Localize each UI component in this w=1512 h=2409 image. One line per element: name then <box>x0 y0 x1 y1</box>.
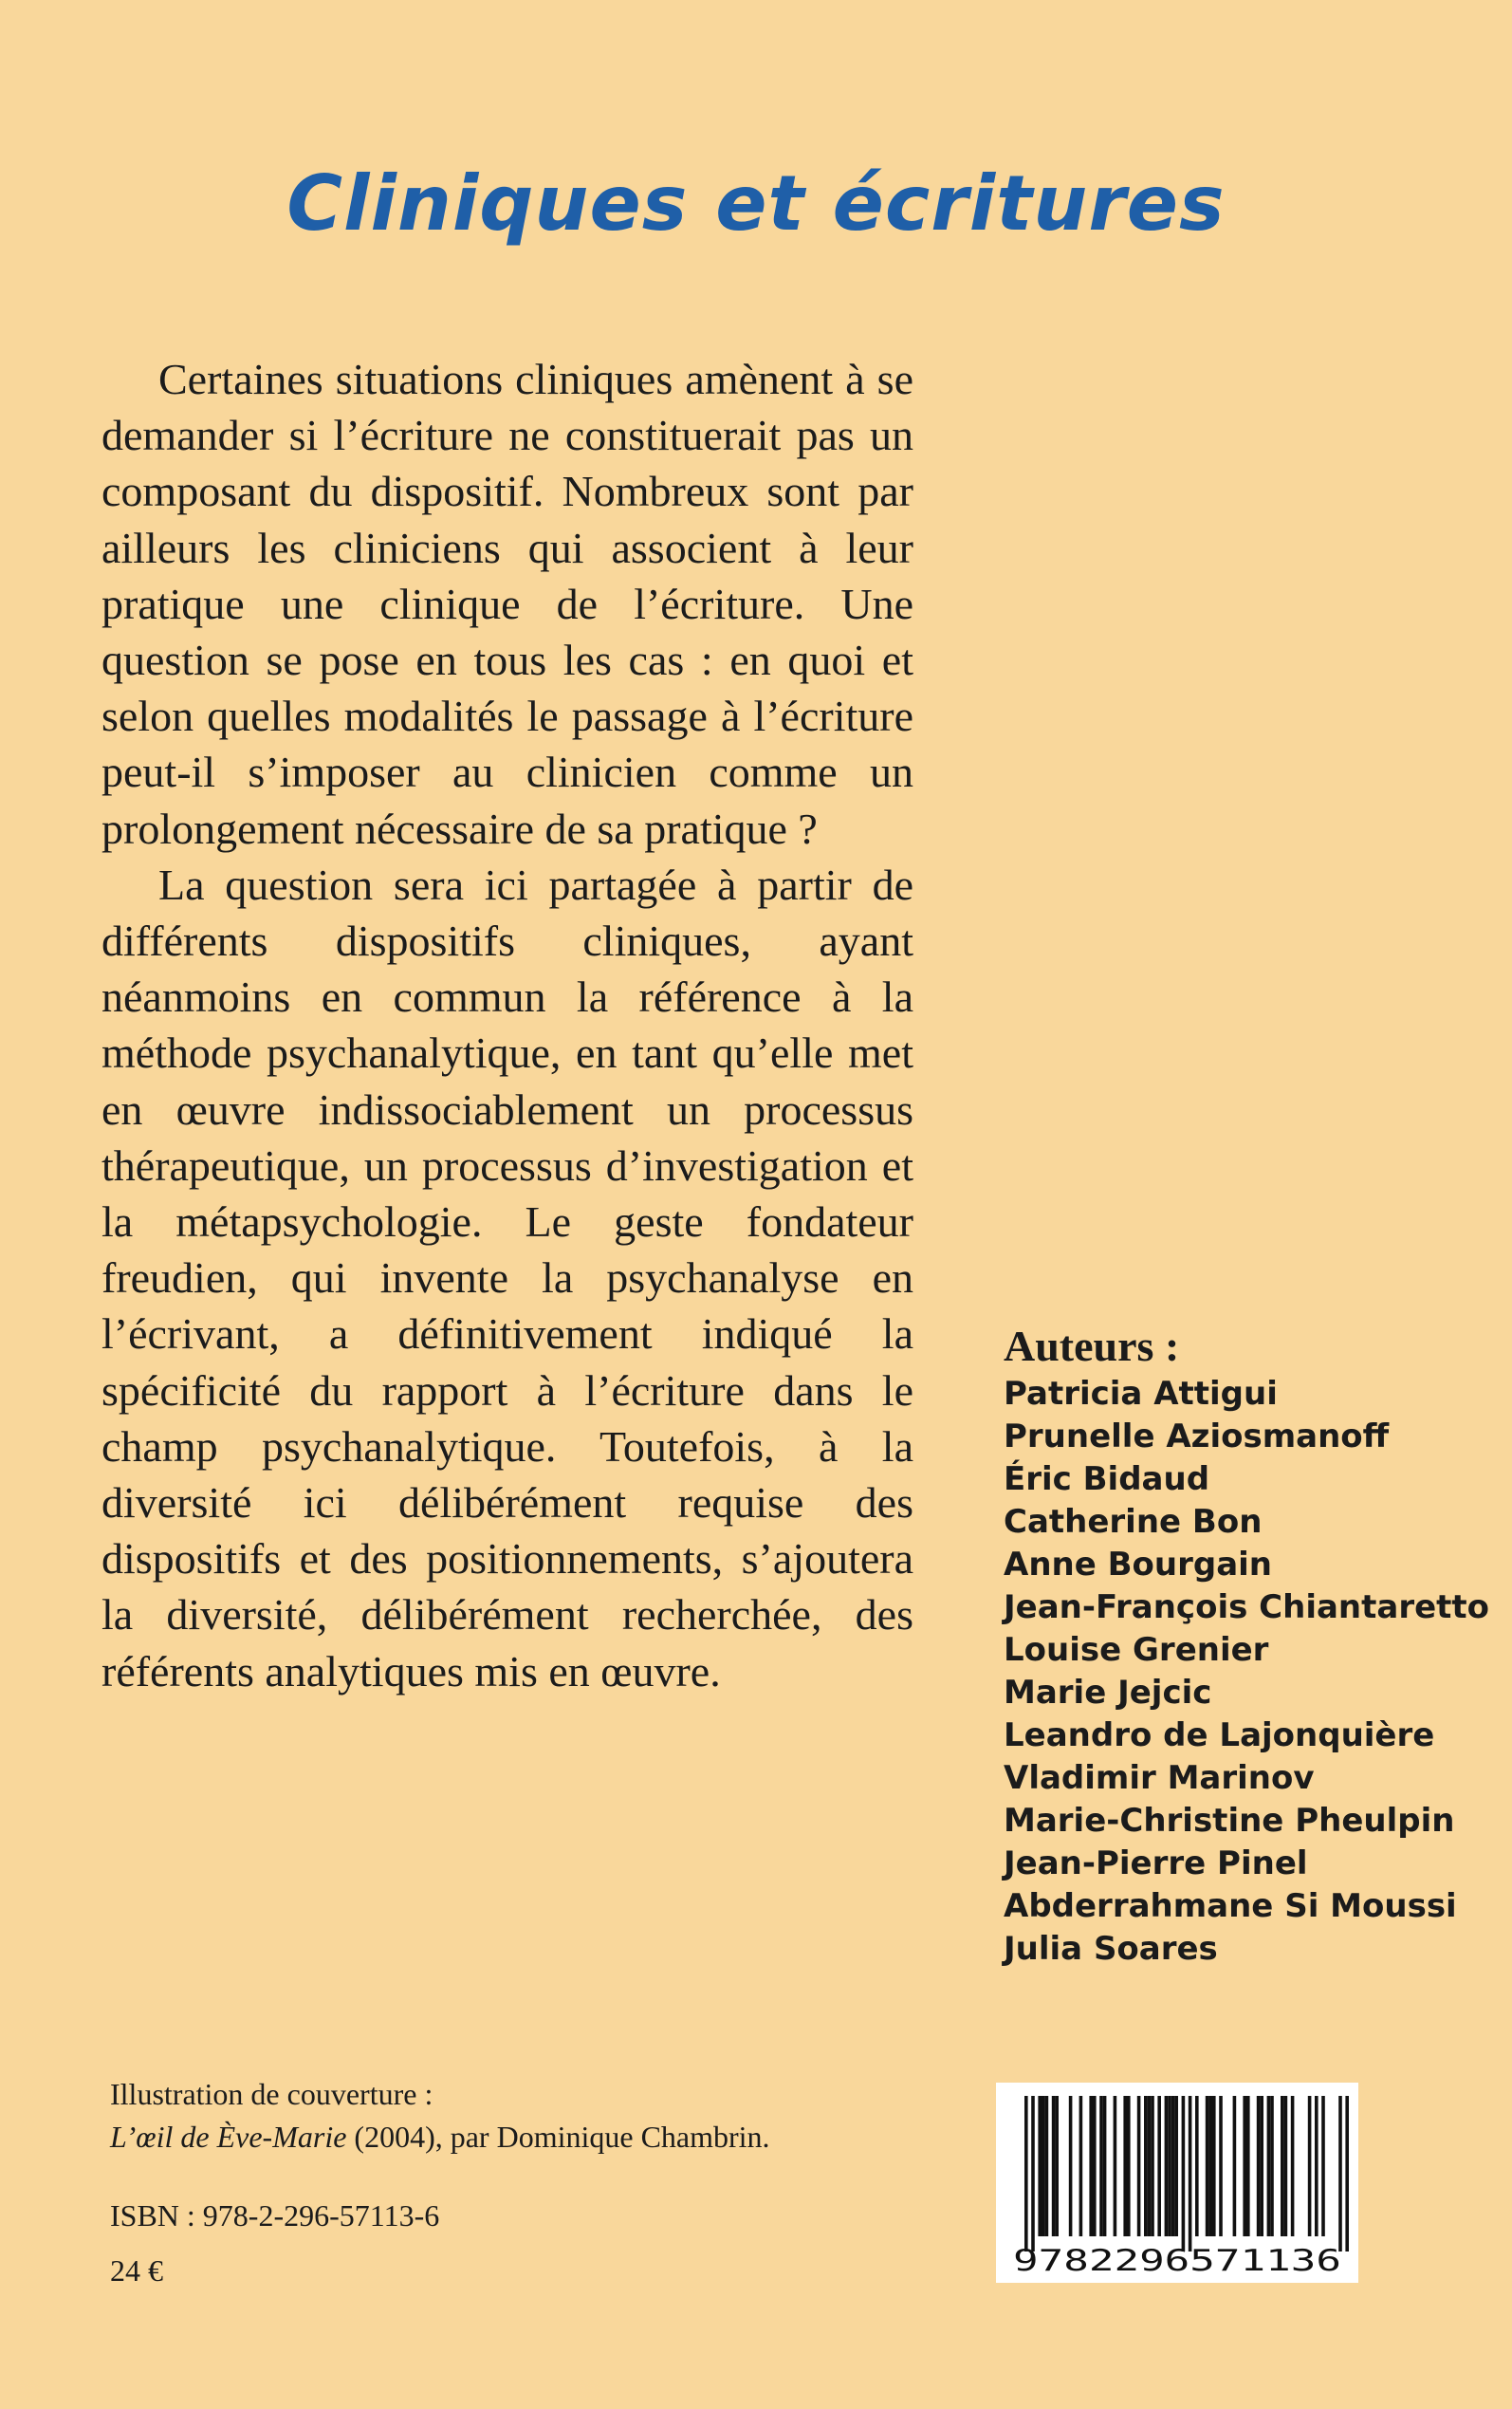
barcode-bar <box>1321 2096 1325 2236</box>
barcode-bar <box>1151 2096 1154 2236</box>
author-name: Jean-Pierre Pinel <box>1004 1844 1308 1882</box>
barcode-bar <box>1171 2096 1175 2236</box>
barcode-bar <box>1144 2096 1148 2236</box>
barcode-bar <box>1042 2096 1045 2236</box>
barcode-bar <box>1099 2096 1103 2236</box>
author-name: Julia Soares <box>1004 1930 1218 1968</box>
barcode-bar <box>1189 2096 1192 2251</box>
barcode-bar <box>1055 2096 1059 2236</box>
barcode-bar <box>1157 2096 1161 2236</box>
author-name: Leandro de Lajonquière <box>1004 1716 1435 1754</box>
authors-block <box>1004 1322 1497 1971</box>
barcode-bar <box>1038 2096 1042 2236</box>
barcode-bars <box>1024 2096 1349 2251</box>
barcode-bar <box>1345 2096 1349 2251</box>
blurb-paragraph-2: La question sera ici partagée à partir de différents dispositifs cliniques, ayant néanmoins en commun la référence à la méthode psychanalytique, en tant qu’elle met en œuvre indissociablement un processus thérapeutique, un processus d’investigation et la métapsychologie. Le geste fondateur freudien, qui invente la psychanalyse en l’écrivant, a définitivement indiqué la spécificité du rapport à l’écriture dans le champ psychanalytique. Toutefois, à la diversité ici délibérément requise des dispositifs et des positionnements, s’ajoutera la diversité, délibérément recherchée, des référents analytiques mis en œuvre. <box>101 860 913 1696</box>
barcode-bar <box>1291 2096 1295 2236</box>
barcode-bar <box>1024 2096 1028 2251</box>
barcode-bar <box>1308 2096 1312 2236</box>
barcode-bar <box>1208 2096 1212 2236</box>
barcode-graphic <box>996 2083 1358 2283</box>
barcode-bar <box>1165 2096 1169 2236</box>
barcode-bar <box>1137 2096 1141 2236</box>
book-title: Cliniques et écritures <box>286 159 1226 248</box>
credit-label: Illustration de couverture : <box>110 2077 433 2111</box>
price: 24 € <box>110 2253 163 2288</box>
barcode-bar <box>1270 2096 1274 2236</box>
barcode-bar <box>1052 2096 1056 2236</box>
cover-illustration-credit <box>110 2073 770 2159</box>
barcode <box>996 2083 1358 2283</box>
barcode-bar <box>1174 2096 1178 2236</box>
barcode-bar <box>1045 2096 1049 2236</box>
author-name: Marie Jejcic <box>1004 1674 1212 1712</box>
barcode-bar <box>1079 2096 1083 2236</box>
author-name: Marie-Christine Pheulpin <box>1004 1802 1455 1840</box>
blurb <box>101 351 913 1699</box>
barcode-bar <box>1093 2096 1097 2236</box>
author-name: Prunelle Aziosmanoff <box>1004 1418 1390 1455</box>
author-name: Catherine Bon <box>1004 1503 1263 1541</box>
author-name: Jean-François Chiantaretto <box>1004 1588 1490 1626</box>
barcode-bar <box>1315 2096 1318 2236</box>
author-name: Anne Bourgain <box>1004 1546 1273 1584</box>
artwork-title: L’œil de Ève-Marie <box>110 2120 347 2154</box>
authors-heading: Auteurs : <box>1004 1322 1180 1370</box>
blurb-paragraph-1: Certaines situations cliniques amènent à se demander si l’écriture ne constituerait pas un composant du dispositif. Nombreux sont par ailleurs les cliniciens qui associent à leur pratique une clinique de l’écriture. Une question se pose en tous les cas : en quoi et selon quelles modalités le passage à l’écriture peut-il s’imposer au clinicien comme un prolongement nécessaire de sa pratique ? <box>101 355 913 853</box>
barcode-bar <box>1246 2096 1250 2236</box>
barcode-bar <box>1206 2096 1209 2236</box>
barcode-bar <box>1123 2096 1127 2236</box>
barcode-bar <box>1338 2096 1342 2251</box>
barcode-digits: 9782296571136 <box>1013 2244 1341 2278</box>
credit-line <box>110 2116 770 2159</box>
barcode-bar <box>1267 2096 1271 2236</box>
barcode-bar <box>1089 2096 1093 2236</box>
barcode-bar <box>1195 2096 1199 2236</box>
barcode-bar <box>1127 2096 1131 2236</box>
barcode-bar <box>1182 2096 1186 2251</box>
barcode-bar <box>1103 2096 1107 2236</box>
author-name: Vladimir Marinov <box>1004 1759 1315 1797</box>
author-name: Patricia Attigui <box>1004 1375 1278 1413</box>
barcode-bar <box>1031 2096 1035 2251</box>
isbn: ISBN : 978-2-296-57113-6 <box>110 2198 440 2233</box>
barcode-bar <box>1212 2096 1216 2236</box>
barcode-bar <box>1148 2096 1152 2236</box>
credit-detail: (2004), par Dominique Chambrin. <box>346 2120 770 2154</box>
barcode-bar <box>1069 2096 1073 2236</box>
barcode-bar <box>1257 2096 1261 2236</box>
barcode-bar <box>1219 2096 1223 2236</box>
authors-list <box>1004 1373 1497 1971</box>
barcode-bar <box>1284 2096 1288 2236</box>
barcode-bar <box>1233 2096 1237 2236</box>
author-name: Abderrahmane Si Moussi <box>1004 1887 1457 1925</box>
barcode-bar <box>1168 2096 1171 2236</box>
barcode-bar <box>1260 2096 1263 2236</box>
author-name: Éric Bidaud <box>1004 1460 1210 1498</box>
barcode-bar <box>1114 2096 1117 2236</box>
barcode-bar <box>1281 2096 1284 2236</box>
barcode-bar <box>1243 2096 1246 2236</box>
author-name: Louise Grenier <box>1004 1631 1269 1669</box>
